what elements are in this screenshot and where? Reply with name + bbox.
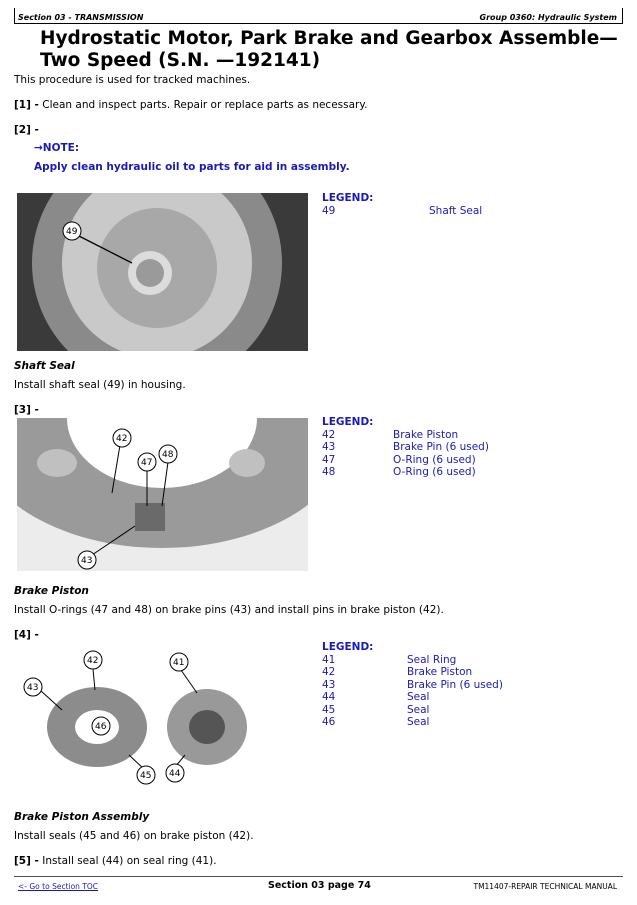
legend-number: 42 [322,428,336,441]
brake-piston-photo [17,418,308,571]
callout-49: 49 [66,227,78,237]
header-group: Group 0360: Hydraulic System [479,13,617,22]
caption-brake-piston: Brake Piston [14,585,89,597]
legend-item [322,454,489,467]
legend-number: 43 [322,441,336,453]
legend-item [322,205,482,218]
intro-text: This procedure is used for tracked machines. [14,74,251,86]
legend-number: 49 [322,204,336,217]
legend-desc: O-Ring (6 used) [393,466,476,478]
step-2-text: Install shaft seal (49) in housing. [14,379,186,391]
shaft-seal-photo [17,193,308,351]
legend-item [322,704,503,717]
legend-item [322,441,489,454]
note-label: →NOTE: [34,142,80,154]
step-4-text: Install seals (45 and 46) on brake piston (42). [14,830,254,842]
step-3-text: Install O-rings (47 and 48) on brake pins (43) and install pins in brake piston (42). [14,604,444,616]
callout-46: 46 [95,722,107,732]
legend-desc: Seal [407,716,430,728]
legend-desc: Brake Piston [407,666,473,678]
header-right-rule [622,8,623,23]
legend-step-3 [322,416,489,479]
legend-item [322,466,489,479]
legend-number: 43 [322,678,336,691]
legend-desc: Brake Pin (6 used) [407,678,503,691]
caption-brake-piston-assembly: Brake Piston Assembly [14,811,150,823]
legend-number: 45 [322,703,336,716]
section-toc-link[interactable]: <- Go to Section TOC [18,882,99,891]
callout-42: 42 [116,434,128,444]
legend-desc: O-Ring (6 used) [393,453,476,466]
step-number: [5] - [14,855,39,867]
legend-item [322,666,503,679]
header-section: Section 03 - TRANSMISSION [18,13,144,22]
legend-number: 47 [322,453,336,466]
legend-desc: Seal [407,703,430,716]
step-4-number: [4] - [14,629,39,641]
footer-manual: TM11407-REPAIR TECHNICAL MANUAL [473,882,617,891]
legend-number: 44 [322,691,336,703]
step-text: Install seal (44) on seal ring (41). [42,855,217,867]
callout-43: 43 [27,683,39,693]
step-number: [1] - [14,99,39,111]
legend-title: LEGEND: [322,416,374,428]
step-2-number: [2] - [14,124,39,136]
legend-item [322,654,503,667]
legend-title: LEGEND: [322,641,374,653]
legend-item [322,679,503,692]
callout-44: 44 [169,769,181,779]
callout-45: 45 [140,771,152,781]
callout-42: 42 [87,656,99,666]
footer-rule [14,876,623,877]
brake-piston-assembly-photo [17,645,308,790]
legend-item [322,716,503,729]
step-3-number: [3] - [14,404,39,416]
page-title: Hydrostatic Motor, Park Brake and Gearbox Assemble—Two Speed (S.N. —192141) [40,28,618,71]
header-rule [14,23,623,24]
legend-number: 41 [322,653,336,666]
caption-shaft-seal: Shaft Seal [14,360,75,372]
legend-number: 48 [322,466,336,478]
legend-desc: Seal Ring [407,653,457,666]
header-left-rule [14,8,15,23]
legend-number: 42 [322,666,336,678]
legend-step-2 [322,192,482,217]
legend-item [322,429,489,442]
legend-desc: Shaft Seal [429,204,483,217]
legend-item [322,691,503,704]
step-5 [14,855,217,867]
note-text: Apply clean hydraulic oil to parts for aid in assembly. [34,161,350,173]
legend-desc: Brake Pin (6 used) [393,441,489,453]
callout-41: 41 [173,658,185,668]
legend-number: 46 [322,716,336,728]
step-text: Clean and inspect parts. Repair or replace parts as necessary. [42,99,368,111]
legend-step-4 [322,641,503,729]
callout-43: 43 [81,556,93,566]
callout-48: 48 [162,450,174,460]
legend-desc: Brake Piston [393,428,459,441]
step-1 [14,99,367,111]
legend-title: LEGEND: [322,192,374,204]
legend-desc: Seal [407,691,430,703]
footer-page: Section 03 page 74 [268,880,371,891]
callout-47: 47 [141,458,153,468]
